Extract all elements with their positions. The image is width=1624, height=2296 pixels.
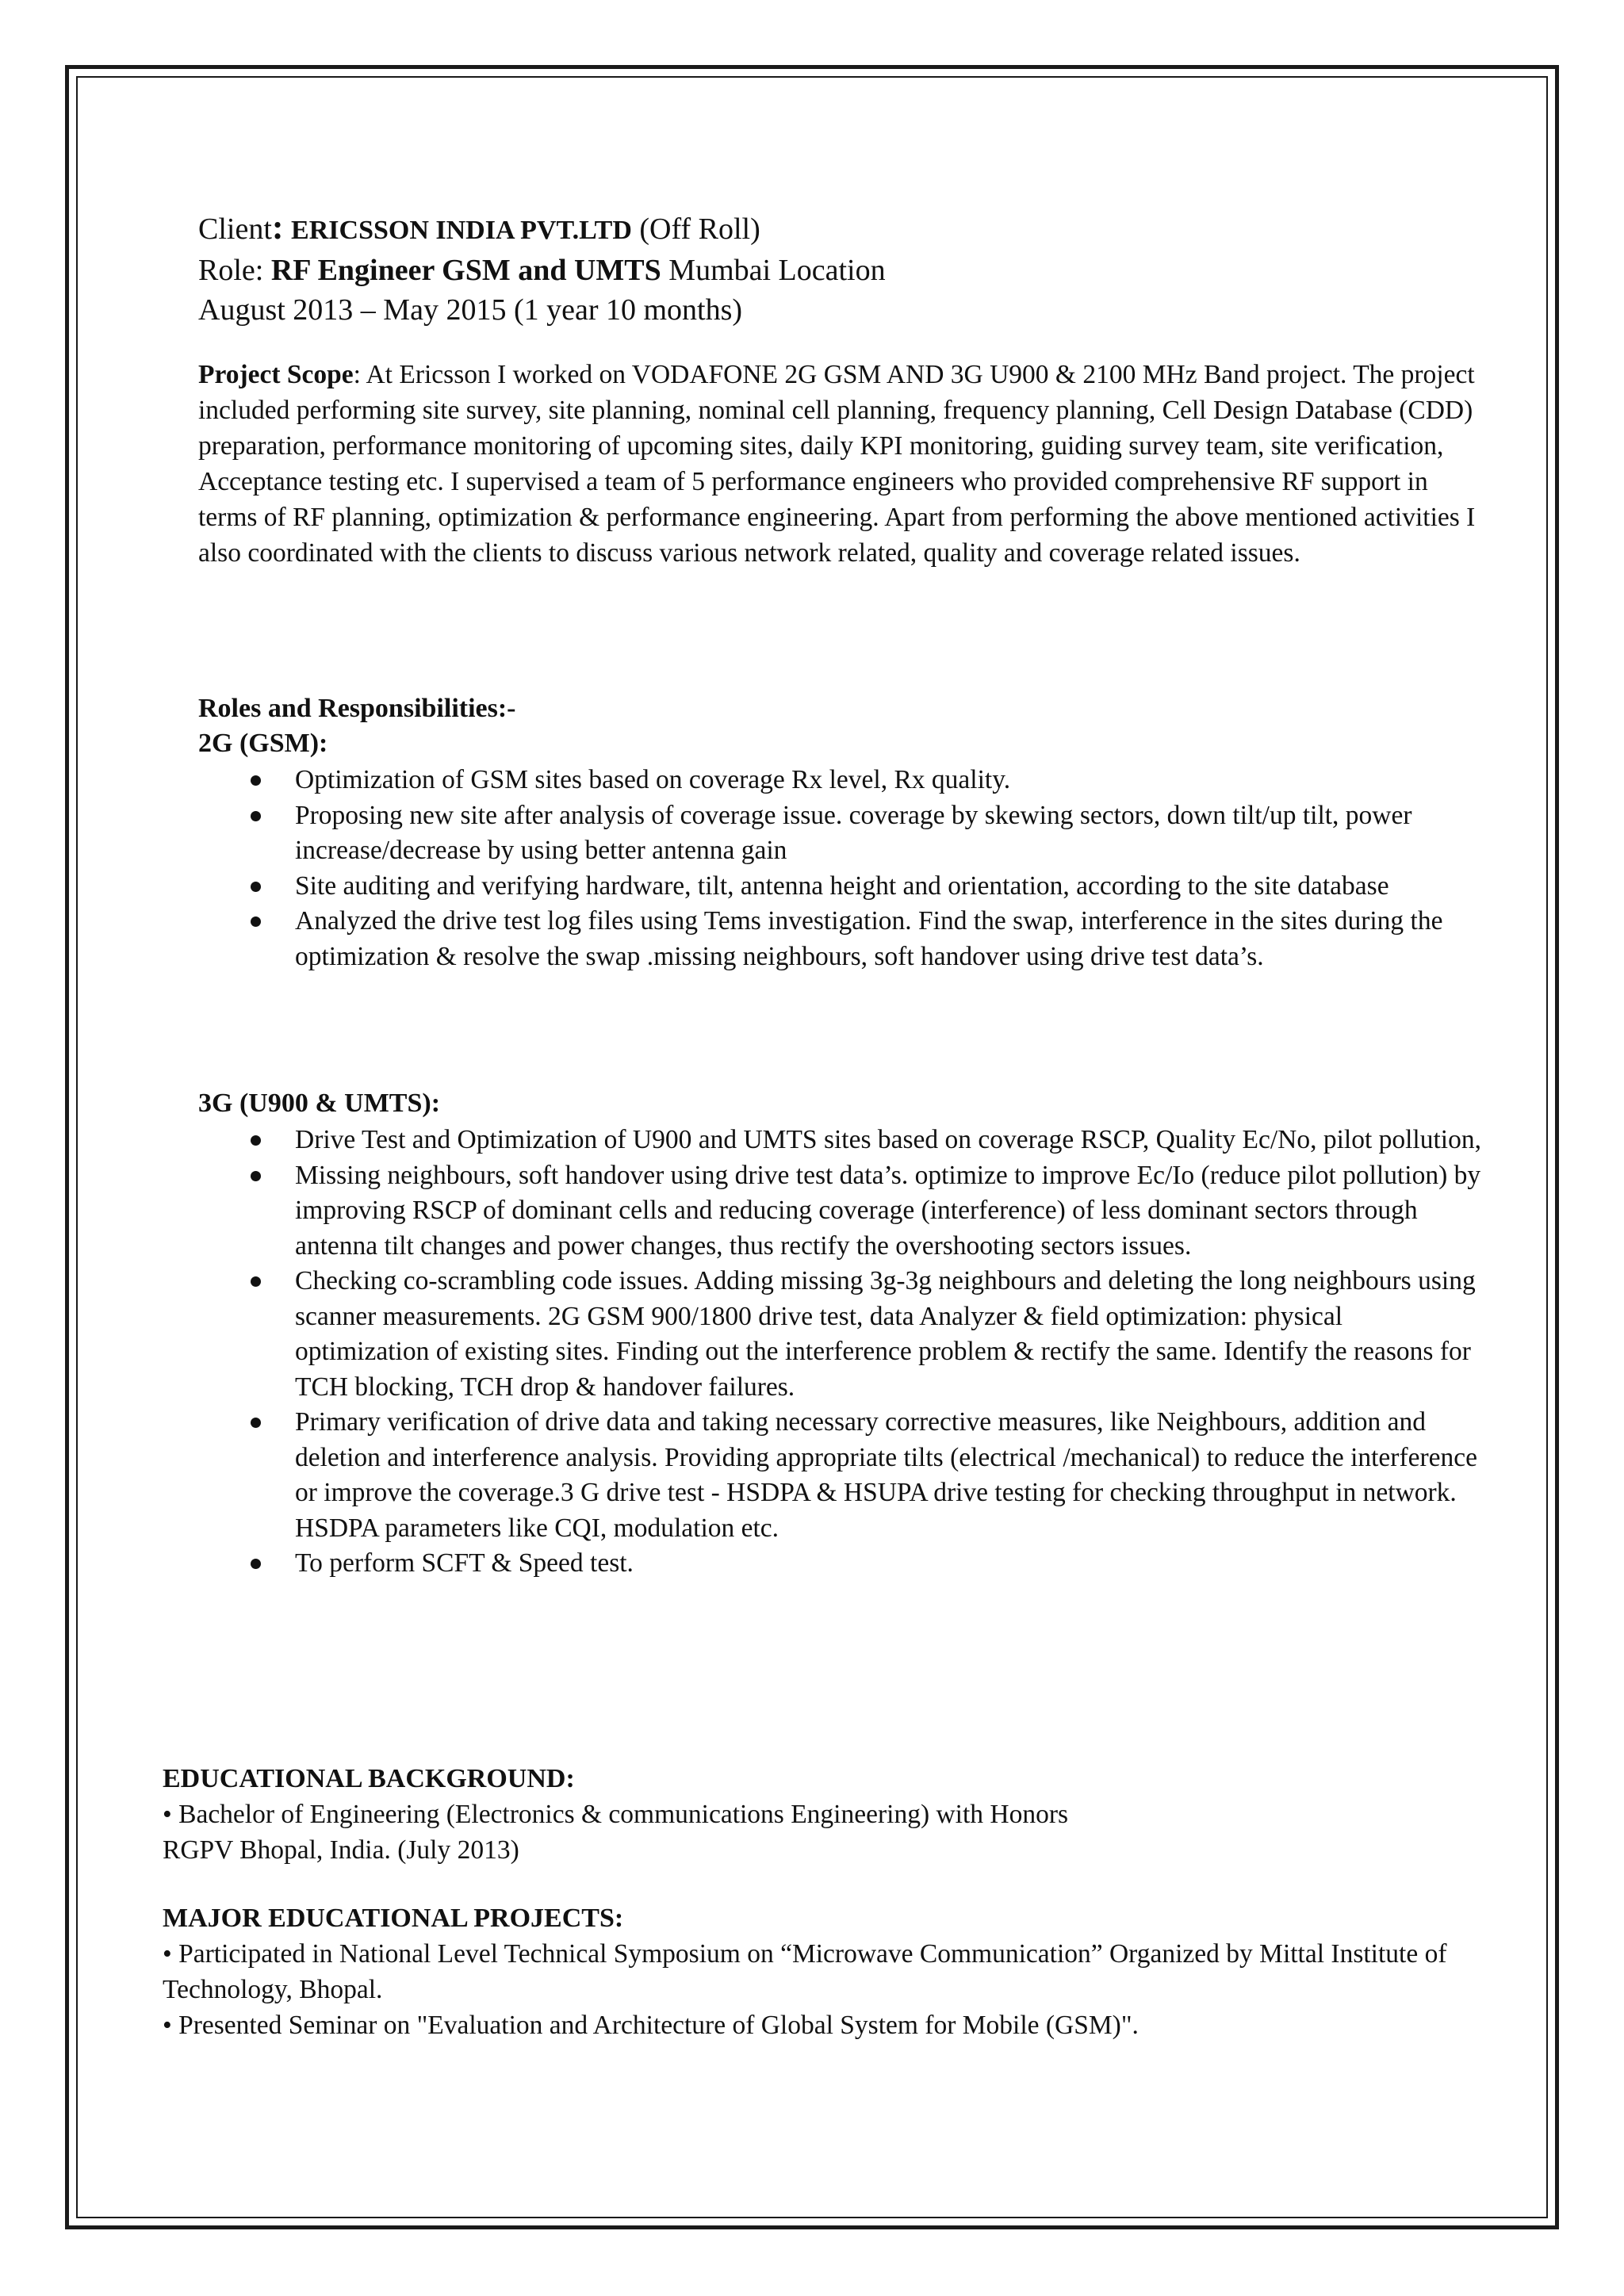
gsm-heading: 2G (GSM): bbox=[198, 729, 328, 758]
project-item-2: • Presented Seminar on "Evaluation and Architecture of Global System for Mobile (GSM)". bbox=[163, 2011, 1139, 2040]
umts-heading: 3G (U900 & UMTS): bbox=[198, 1089, 441, 1118]
bullet-icon bbox=[251, 1418, 261, 1428]
client-label: Client bbox=[198, 212, 272, 246]
project-item-1: • Participated in National Level Technical Symposium on “Microwave Communication” Organized by Mittal Institute of Technology, Bhopal. bbox=[163, 1939, 1447, 2004]
client-colon: : bbox=[271, 208, 284, 247]
role-location: Mumbai Location bbox=[668, 254, 886, 287]
project-scope bbox=[198, 357, 1483, 571]
list-item: Proposing new site after analysis of coverage issue. coverage by skewing sectors, down tilt/up tilt, power increase/decrease by using better antenna gain bbox=[198, 798, 1483, 869]
project-scope-label: Project Scope bbox=[198, 360, 354, 389]
list-item: Optimization of GSM sites based on coverage Rx level, Rx quality. bbox=[198, 763, 1483, 798]
job-header bbox=[198, 208, 886, 330]
client-line bbox=[198, 208, 886, 251]
list-item: Analyzed the drive test log files using Tems investigation. Find the swap, interference in the sites during the optimization & resolve the swap .missing neighbours, soft handover using drive test data’s. bbox=[198, 904, 1483, 974]
bullet-icon bbox=[251, 1559, 261, 1569]
list-item: To perform SCFT & Speed test. bbox=[198, 1546, 1483, 1582]
list-item: Checking co-scrambling code issues. Adding missing 3g-3g neighbours and deleting the long neighbours using scanner measurements. 2G GSM 900/1800 drive test, data Analyzer & field optimization: physical optimization of existing sites. Finding out the interference problem & rectify the same. Identify the reasons for TCH blocking, TCH drop & handover failures. bbox=[198, 1264, 1483, 1405]
bullet-icon bbox=[251, 882, 261, 892]
education-degree: • Bachelor of Engineering (Electronics & communications Engineering) with Honors bbox=[163, 1800, 1069, 1829]
gsm-list bbox=[198, 763, 1483, 974]
role-line bbox=[198, 251, 886, 290]
list-item: Missing neighbours, soft handover using drive test data’s. optimize to improve Ec/Io (reduce pilot pollution) by improving RSCP of dominant cells and reducing coverage (interference) of less dominant sectors through antenna tilt changes and power changes, thus rectify the overshooting sectors issues. bbox=[198, 1158, 1483, 1265]
job-duration: August 2013 – May 2015 (1 year 10 months) bbox=[198, 293, 743, 327]
bullet-icon bbox=[251, 1135, 261, 1146]
role-label: Role: bbox=[198, 254, 264, 287]
education-heading: EDUCATIONAL BACKGROUND: bbox=[163, 1764, 575, 1793]
roles-heading: Roles and Responsibilities:- bbox=[198, 694, 516, 723]
role-title: RF Engineer GSM and UMTS bbox=[270, 254, 661, 287]
list-item: Site auditing and verifying hardware, tilt, antenna height and orientation, according to the site database bbox=[198, 869, 1483, 905]
bullet-icon bbox=[251, 1171, 261, 1181]
umts-list bbox=[198, 1123, 1483, 1582]
list-item: Primary verification of drive data and taking necessary corrective measures, like Neighbours, addition and deletion and interference analysis. Providing appropriate tilts (electrical /mechanical) to reduce the interference or improve the coverage.3 G drive test - HSDPA & HSUPA drive testing for checking throughput in network. HSDPA parameters like CQI, modulation etc. bbox=[198, 1405, 1483, 1546]
bullet-icon bbox=[251, 775, 261, 786]
projects-heading: MAJOR EDUCATIONAL PROJECTS: bbox=[163, 1904, 624, 1933]
education-institution: RGPV Bhopal, India. (July 2013) bbox=[163, 1835, 519, 1865]
project-scope-text: : At Ericsson I worked on VODAFONE 2G GSM AND 3G U900 & 2100 MHz Band project. The project included performing site survey, site planning, nominal cell planning, frequency planning, Cell Design Database (CDD) preparation, performance monitoring of upcoming sites, daily KPI monitoring, guiding survey team, site verification, Acceptance testing etc. I supervised a team of 5 performance engineers who provided comprehensive RF support in terms of RF planning, optimization & performance engineering. Apart from performing the above mentioned activities I also coordinated with the clients to discuss various network related, quality and coverage related issues. bbox=[198, 360, 1476, 568]
bullet-icon bbox=[251, 811, 261, 821]
list-item: Drive Test and Optimization of U900 and UMTS sites based on coverage RSCP, Quality Ec/No, pilot pollution, bbox=[198, 1123, 1483, 1158]
bullet-icon bbox=[251, 1276, 261, 1287]
client-note: (Off Roll) bbox=[639, 212, 760, 246]
client-name: ERICSSON INDIA PVT.LTD bbox=[291, 216, 632, 245]
bullet-icon bbox=[251, 916, 261, 927]
